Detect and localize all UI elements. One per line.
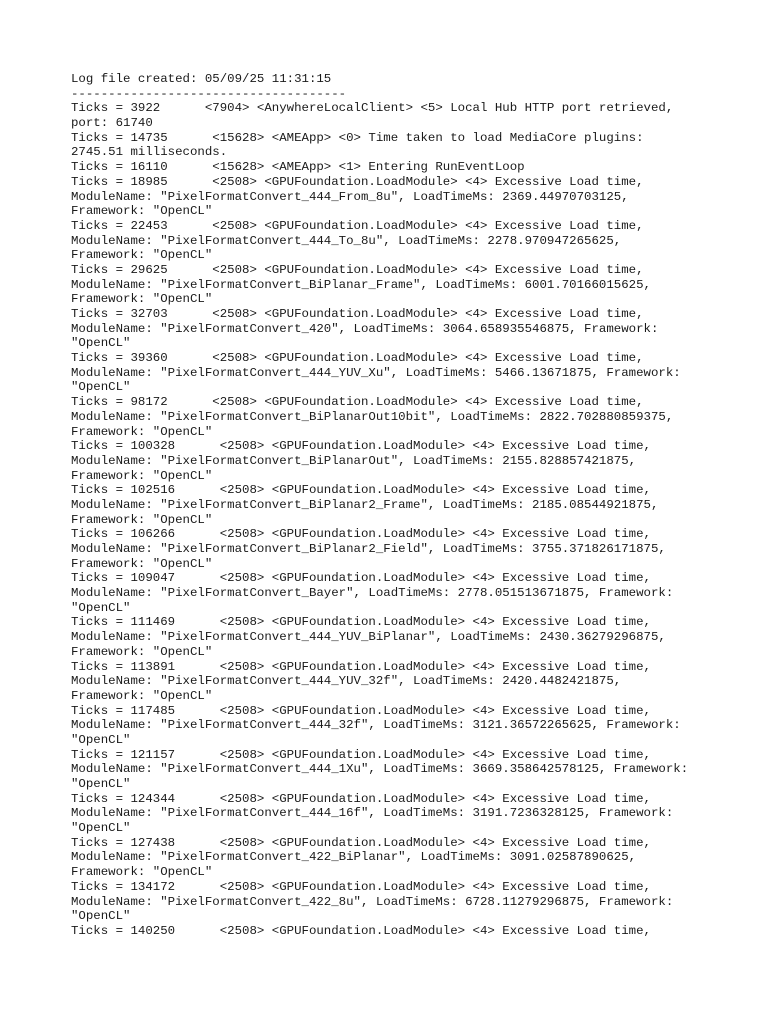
log-line: Ticks = 140250 <2508> <GPUFoundation.LoadModule> <4> Excessive Load time, <box>71 923 651 938</box>
log-line: ModuleName: "PixelFormatConvert_420", LoadTimeMs: 3064.658935546875, Framework: <box>71 321 659 336</box>
log-line: Ticks = 102516 <2508> <GPUFoundation.LoadModule> <4> Excessive Load time, <box>71 483 651 498</box>
log-line: "OpenCL" <box>71 909 131 924</box>
log-line: Ticks = 29625 <2508> <GPUFoundation.LoadModule> <4> Excessive Load time, <box>71 262 644 277</box>
log-line: ModuleName: "PixelFormatConvert_444_32f", LoadTimeMs: 3121.36572265625, Framework: <box>71 718 681 733</box>
log-line: Ticks = 32703 <2508> <GPUFoundation.LoadModule> <4> Excessive Load time, <box>71 307 644 321</box>
log-line: "OpenCL" <box>71 600 131 615</box>
log-line: ModuleName: "PixelFormatConvert_444_YUV_BiPlanar", LoadTimeMs: 2430.36279296875, <box>71 630 666 645</box>
log-line: Ticks = 3922 <7904> <AnywhereLocalClient> <5> Local Hub HTTP port retrieved, <box>71 101 674 116</box>
log-line: Ticks = 22453 <2508> <GPUFoundation.LoadModule> <4> Excessive Load time, <box>71 218 644 233</box>
log-line: Ticks = 100328 <2508> <GPUFoundation.LoadModule> <4> Excessive Load time, <box>71 439 651 454</box>
log-line: ------------------------------------- <box>71 86 347 101</box>
log-line: ModuleName: "PixelFormatConvert_444_From_8u", LoadTimeMs: 2369.44970703125, <box>71 189 629 204</box>
log-line: ModuleName: "PixelFormatConvert_BiPlanarOut10bit", LoadTimeMs: 2822.702880859375, <box>71 409 674 424</box>
log-line: ModuleName: "PixelFormatConvert_444_16f", LoadTimeMs: 3191.7236328125, Framework: <box>71 806 674 821</box>
log-line: Framework: "OpenCL" <box>71 248 213 263</box>
log-line: Ticks = 109047 <2508> <GPUFoundation.LoadModule> <4> Excessive Load time, <box>71 571 651 586</box>
log-line: Ticks = 117485 <2508> <GPUFoundation.LoadModule> <4> Excessive Load time, <box>71 703 651 718</box>
log-line: Ticks = 124344 <2508> <GPUFoundation.LoadModule> <4> Excessive Load time, <box>71 791 651 806</box>
log-line: ModuleName: "PixelFormatConvert_BiPlanarOut", LoadTimeMs: 2155.828857421875, <box>71 453 637 468</box>
log-line: Ticks = 98172 <2508> <GPUFoundation.LoadModule> <4> Excessive Load time, <box>71 395 644 410</box>
log-line: "OpenCL" <box>71 777 131 791</box>
log-line: Ticks = 134172 <2508> <GPUFoundation.LoadModule> <4> Excessive Load time, <box>71 879 651 894</box>
log-line: ModuleName: "PixelFormatConvert_BiPlanar2_Field", LoadTimeMs: 3755.371826171875, <box>71 542 666 556</box>
log-line: Ticks = 39360 <2508> <GPUFoundation.LoadModule> <4> Excessive Load time, <box>71 351 644 366</box>
log-line: ModuleName: "PixelFormatConvert_444_YUV_32f", LoadTimeMs: 2420.4482421875, <box>71 674 622 689</box>
log-line: Ticks = 16110 <15628> <AMEApp> <1> Entering RunEventLoop <box>71 160 525 175</box>
log-line: Ticks = 111469 <2508> <GPUFoundation.LoadModule> <4> Excessive Load time, <box>71 615 651 630</box>
log-line: Ticks = 113891 <2508> <GPUFoundation.LoadModule> <4> Excessive Load time, <box>71 659 651 674</box>
log-line: ModuleName: "PixelFormatConvert_Bayer", LoadTimeMs: 2778.051513671875, Framework: <box>71 586 674 601</box>
log-line: Framework: "OpenCL" <box>71 424 213 439</box>
log-line: Framework: "OpenCL" <box>71 556 213 571</box>
log-line: ModuleName: "PixelFormatConvert_444_1Xu", LoadTimeMs: 3669.358642578125, Framework: <box>71 762 689 777</box>
log-line: Framework: "OpenCL" <box>71 468 213 483</box>
log-line: Framework: "OpenCL" <box>71 512 213 527</box>
log-line: ModuleName: "PixelFormatConvert_BiPlanar2_Frame", LoadTimeMs: 2185.08544921875, <box>71 497 659 512</box>
log-line: Framework: "OpenCL" <box>71 644 213 659</box>
log-line: Ticks = 127438 <2508> <GPUFoundation.LoadModule> <4> Excessive Load time, <box>71 835 651 850</box>
log-line: ModuleName: "PixelFormatConvert_444_To_8u", LoadTimeMs: 2278.970947265625, <box>71 233 622 248</box>
log-line: ModuleName: "PixelFormatConvert_BiPlanar_Frame", LoadTimeMs: 6001.70166015625, <box>71 277 651 292</box>
log-line: "OpenCL" <box>71 821 131 836</box>
log-line: ModuleName: "PixelFormatConvert_422_BiPlanar", LoadTimeMs: 3091.02587890625, <box>71 850 637 865</box>
log-line: Framework: "OpenCL" <box>71 865 213 880</box>
log-line: Ticks = 18985 <2508> <GPUFoundation.LoadModule> <4> Excessive Load time, <box>71 174 644 189</box>
log-line: 2745.51 milliseconds. <box>71 145 228 160</box>
log-line: ModuleName: "PixelFormatConvert_422_8u", LoadTimeMs: 6728.11279296875, Framework: <box>71 894 674 909</box>
log-line: ModuleName: "PixelFormatConvert_444_YUV_Xu", LoadTimeMs: 5466.13671875, Framework: <box>71 365 681 380</box>
log-line: Framework: "OpenCL" <box>71 204 213 219</box>
log-line: Ticks = 121157 <2508> <GPUFoundation.LoadModule> <4> Excessive Load time, <box>71 747 651 762</box>
log-line: "OpenCL" <box>71 336 131 351</box>
log-line: "OpenCL" <box>71 732 131 747</box>
log-line: Framework: "OpenCL" <box>71 688 213 703</box>
log-body <box>71 72 751 939</box>
log-line: port: 61740 <box>71 116 153 131</box>
log-line: "OpenCL" <box>71 380 131 395</box>
log-line: Log file created: 05/09/25 11:31:15 <box>71 72 332 86</box>
log-line: Ticks = 14735 <15628> <AMEApp> <0> Time taken to load MediaCore plugins: <box>71 130 644 145</box>
log-line: Framework: "OpenCL" <box>71 292 213 307</box>
log-line: Ticks = 106266 <2508> <GPUFoundation.LoadModule> <4> Excessive Load time, <box>71 527 651 542</box>
